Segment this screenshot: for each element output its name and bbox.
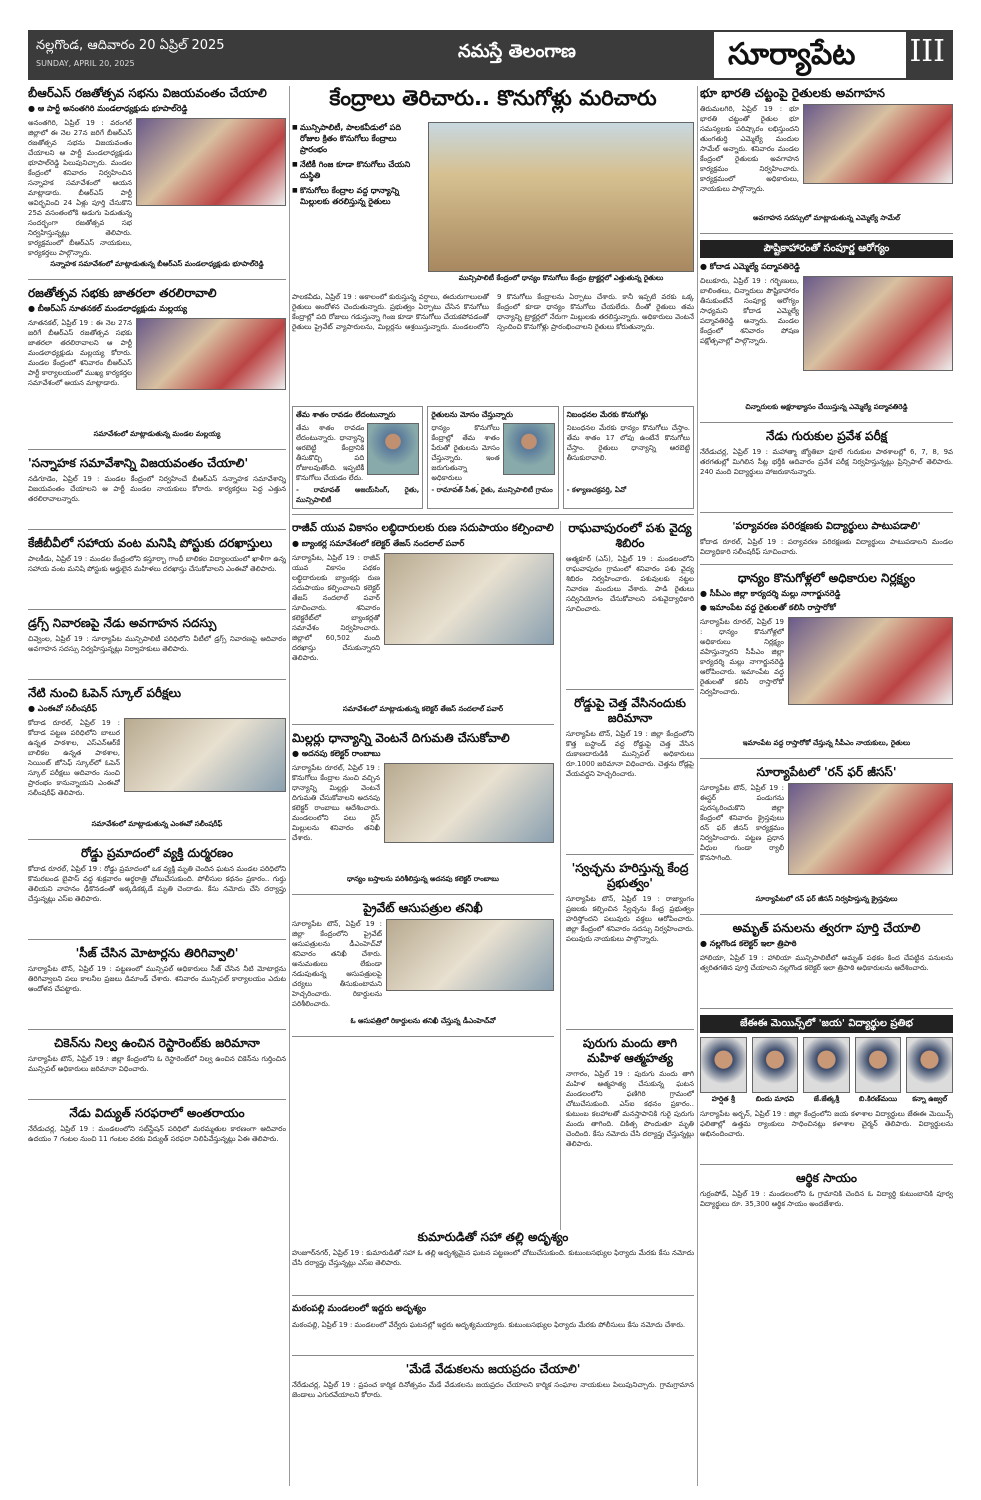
subhead: ● సీపీఎం జిల్లా కార్యదర్శి మల్లు నాగార్జునరెడ్డి: [700, 589, 841, 598]
article: [700, 921, 953, 1009]
photo: [136, 318, 286, 390]
student-name: హర్షిత శ్రీ: [711, 1095, 735, 1103]
headline: రోడ్డుపై చెత్త వేసినందుకు జరిమానా: [574, 696, 686, 725]
quote-body: తేమ శాతం రావడం లేదంటున్నారు. ధాన్యాన్ని ఆరబెట్టి కేంద్రానికి తీసుకొచ్చి పది రోజులవుతోంది. ఇప్పటికీ కొనుగోలు చేయడం లేదు.: [296, 424, 365, 482]
article: [566, 521, 694, 690]
column-left: [28, 86, 286, 1165]
article: [700, 519, 953, 565]
photo: [124, 718, 286, 792]
headline: కేజీబీవీలో సహాయ వంట మనిషి పోస్టుకు దరఖాస్తులు: [28, 536, 273, 550]
photo-caption: సన్నాహక సమావేశంలో మాట్లాడుతున్న బీఆర్ఎస్ మండలాధ్యక్షుడు భూపాల్‌రెడ్డి: [50, 260, 264, 268]
photo-caption: సమావేశంలో మాట్లాడుతున్న మండల మల్లయ్య: [93, 430, 221, 438]
portrait-photo: [367, 423, 419, 475]
headline: ఆర్థిక సాయం: [795, 1171, 858, 1185]
article-body: సూర్యాపేట టౌన్, ఏప్రిల్ 19 : పట్టణంలో మున్సిపల్ అధికారులు సీజ్ చేసిన నీటి మోటార్లను తిరిగివ్వాలని పలు కాలనీల ప్రజలు డిమాండ్ చేశారు. శనివారం మున్సిపల్ కార్యాలయం ఎదుట ఆందోళన చేపట్టారు.: [28, 965, 286, 993]
photo: [803, 104, 953, 184]
article: [28, 1106, 286, 1159]
article: [28, 616, 286, 680]
center-right-subcolumn: [560, 521, 694, 1230]
headline: సూర్యాపేటలో 'రన్ ఫర్ జీసస్': [756, 765, 897, 779]
student-photo: [906, 1037, 953, 1093]
portrait-photo: [503, 423, 555, 475]
headline: రాఘవాపురంలో పశు వైద్య శిబిరం: [568, 521, 692, 550]
student-card: [803, 1037, 850, 1105]
article: [700, 571, 953, 759]
student-photo: [700, 1037, 747, 1093]
quote-headline: రైతులను మోసం చేస్తున్నారు: [431, 410, 513, 419]
article: [700, 429, 953, 513]
article-body: కోదాడ రూరల్, ఏప్రిల్ 19 : రోడ్డు ప్రమాదంలో ఒక వ్యక్తి మృతి చెందిన ఘటన మండల పరిధిలోని కొమరబండ బైపాస్ వద్ద శుక్రవారం అర్ధరాత్రి చోటుచేసుకుంది. పోలీసుల కథనం ప్రకారం.. గుర్తు తెలియని వాహనం ఢీకొనడంతో అక్కడికక్కడే మృతి చెందాడు. కేసు నమోదు చేసి దర్యాప్తు చేస్తున్నట్లు ఎస్ఐ తెలిపారు.: [28, 865, 286, 903]
student-name: జే.జేత్కశ్రీ: [813, 1095, 840, 1103]
subhead: ● ఆ పార్టీ అనంతగిరి మండలాధ్యక్షుడు భూపాల్‌రెడ్డి: [28, 104, 188, 113]
article: [28, 946, 286, 1030]
column-center: [292, 86, 694, 1431]
student-card: [700, 1037, 747, 1105]
article-body: నేరేడుచర్ల, ఏప్రిల్ 19 : ప్రపంచ కార్మిక దినోత్సవం మేడే వేడుకలను జయప్రదం చేయాలని కార్మిక సంఘాల నాయకులు పిలుపునిచ్చారు. గ్రామగ్రామాన జెండాలు ఎగురవేయాలని కోరారు.: [292, 1381, 694, 1399]
article: [28, 456, 286, 530]
article: [566, 1036, 694, 1224]
article-body: సూర్యాపేట టౌన్, ఏప్రిల్ 19 : ఈస్టర్ పండుగను పురస్కరించుకొని జిల్లా కేంద్రంలో శనివారం క్రైస్తవులు రన్ ఫర్ జీసస్ కార్యక్రమం నిర్వహించారు. పట్టణ ప్రధాన వీధుల గుండా ర్యాలీ కొనసాగింది.: [700, 784, 784, 862]
headline: కుమారుడితో సహా తల్లి అదృశ్యం: [417, 1230, 569, 1244]
article-body: ఆత్మకూర్ (ఎస్), ఏప్రిల్ 19 : మండలంలోని రాఘవాపురం గ్రామంలో శనివారం పశు వైద్య శిబిరం నిర్వహించారు. పశువులకు నట్టల నివారణ మందులు వేశారు. పాడి రైతులు సద్వినియోగం చేసుకోవాలని పశువైద్యాధికారి సూచించారు.: [566, 555, 694, 613]
article-body: సూర్యాపేట రూరల్, ఏప్రిల్ 19 : ధాన్యం కొనుగోళ్లలో అధికారులు నిర్లక్ష్యం వహిస్తున్నారని సీపీఎం జిల్లా కార్యదర్శి మల్లు నాగార్జునరెడ్డి ఆరోపించారు. ఇమాంపేట వద్ద రైతులతో కలిసి రాస్తారోకో నిర్వహించారు.: [700, 618, 784, 696]
student-photo: [752, 1037, 799, 1093]
article: [28, 1036, 286, 1100]
article: [292, 521, 554, 725]
article: [28, 686, 286, 840]
headline: అమృత్ పనులను త్వరగా పూర్తి చేయాలి: [732, 921, 921, 935]
photo: [384, 553, 554, 645]
edition-title-box: [712, 30, 908, 80]
article-body: అనంతగిరి, ఏప్రిల్ 19 : వరంగల్ జిల్లాలో ఈ నెల 27న జరిగే బీఆర్ఎస్ రజతోత్సవ సభను విజయవంతం చేయాలని ఆ పార్టీ మండలాధ్యక్షుడు భూపాల్‌రెడ్డి పిలుపునిచ్చారు. మండల కేంద్రంలో శనివారం నిర్వహించిన సన్నాహక సమావేశంలో ఆయన మాట్లాడారు. బీఆర్ఎస్ పార్టీ ఆవిర్భవించి 24 ఏళ్లు పూర్తి చేసుకొని 25వ వసంతంలోకి అడుగు పెడుతున్న సందర్భంగా రజతోత్సవ సభ నిర్వహిస్తున్నట్లు తెలిపారు. కార్యక్రమంలో బీఆర్ఎస్ నాయకులు, కార్యకర్తలు పాల్గొన్నారు.: [28, 119, 132, 257]
article: [700, 240, 953, 423]
lead-headline: కేంద్రాలు తెరిచారు.. కొనుగోళ్లు మరిచారు: [329, 86, 657, 110]
headline: 'సీజ్ చేసిన మోటార్లను తిరిగివ్వాలి': [75, 946, 239, 960]
article: [28, 286, 286, 450]
article-body: మఠంపల్లి, ఏప్రిల్ 19 : మండలంలో వేర్వేరు ఘటనల్లో ఇద్దరు అదృశ్యమయ్యారు. కుటుంబసభ్యుల ఫిర్యాదు మేరకు పోలీసులు కేసు నమోదు చేశారు.: [292, 1321, 686, 1329]
article-body: సూర్యాపేట టౌన్, ఏప్రిల్ 19 : జిల్లా కేంద్రంలోని ప్రైవేట్ ఆసుపత్రులను డీఎంహెచ్‌వో శనివారం తనిఖీ చేశారు. అనుమతులు లేకుండా నడుపుతున్న ఆసుపత్రులపై చర్యలు తీసుకుంటామని హెచ్చరించారు. రికార్డులను పరిశీలించారు.: [292, 920, 382, 1008]
article-body: పాలకీడు, ఏప్రిల్ 19 : మండల కేంద్రంలోని కస్తూర్బా గాంధీ బాలికల విద్యాలయంలో ఖాళీగా ఉన్న సహాయ వంట మనిషి పోస్టుకు అర్హులైన మహిళలు దరఖాస్తు చేసుకోవాలని ఎంఈవో తెలిపారు.: [28, 555, 286, 573]
article-body: సూర్యాపేట అర్బన్, ఏప్రిల్ 19 : జిల్లా కేంద్రంలోని జయ కళాశాల విద్యార్థులు జేఈఈ మెయిన్స్ ఫలితాల్లో ఉత్తమ ర్యాంకులు సాధించినట్లు కళాశాల చైర్మన్ తెలిపారు. విద్యార్థులను అభినందించారు.: [700, 1110, 953, 1138]
lead-photo: [428, 122, 694, 272]
photo-caption: అవగాహన సదస్సులో మాట్లాడుతున్న ఎమ్మెల్యే సామేల్: [753, 214, 900, 222]
article: [700, 1171, 953, 1224]
headline: 'సన్నాహక సమావేశాన్ని విజయవంతం చేయాలి': [28, 456, 249, 470]
photo: [803, 276, 953, 371]
article: [292, 1362, 694, 1425]
photo: [788, 617, 953, 705]
article: [292, 1230, 694, 1296]
quote-body: ధాన్యం కొనుగోలు కేంద్రాల్లో తేమ శాతం పేరుతో రైతులను మోసం చేస్తున్నారు. ఇంత జరుగుతున్నా అధికారులు: [431, 424, 500, 482]
headline: బీఆర్ఎస్ రజతోత్సవ సభను విజయవంతం చేయాలి: [28, 86, 267, 100]
headline: నేడు గురుకుల ప్రవేశ పరీక్ష: [766, 429, 887, 443]
lead-article: [292, 86, 694, 515]
headline: మఠంపల్లి మండలంలో ఇద్దరు అదృశ్యం: [292, 1304, 427, 1314]
subhead: ● అదనపు కలెక్టర్ రాంబాబు: [292, 749, 381, 758]
article: [292, 1302, 694, 1356]
student-photo: [803, 1037, 850, 1093]
headline: డ్రగ్స్ నివారణపై నేడు అవగాహన సదస్సు: [28, 616, 217, 630]
photo-caption: చిన్నారులకు అక్షరాభ్యాసం చేయిస్తున్న ఎమ్మెల్యే పద్మావతిరెడ్డి: [745, 403, 908, 411]
article-body: సూర్యాపేట, ఏప్రిల్ 19 : రాజీవ్ యువ వికాసం పథకం లబ్ధిదారులకు బ్యాంకర్లు రుణ సదుపాయం కల్పించాలని కలెక్టర్ తేజస్ నందలాల్ పవార్ సూచించారు. శనివారం కలెక్టరేట్‌లో బ్యాంకర్లతో సమావేశం నిర్వహించారు. జిల్లాలో 60,502 మంది దరఖాస్తు చేసుకున్నారని తెలిపారు.: [292, 554, 380, 662]
article-body: సూర్యాపేట టౌన్, ఏప్రిల్ 19 : రాజ్యాంగం ప్రజలకు కల్పించిన స్వేచ్ఛను కేంద్ర ప్రభుత్వం హరిస్తోందని పలువురు వక్తలు ఆరోపించారు. జిల్లా కేంద్రంలో శనివారం సదస్సు నిర్వహించారు. పలువురు నాయకులు పాల్గొన్నారు.: [566, 895, 694, 943]
article: [28, 846, 286, 940]
article-body: సూర్యాపేట టౌన్, ఏప్రిల్ 19 : జిల్లా కేంద్రంలోని కొత్త బస్టాండ్ వద్ద రోడ్డుపై చెత్త వేసిన దుకాణదారుడికి మున్సిపల్ అధికారులు రూ.1000 జరిమానా విధించారు. చెత్తను రోడ్లపై వేయవద్దని హెచ్చరించారు.: [566, 730, 694, 778]
article: [700, 765, 953, 915]
headline: ప్రైవేట్ ఆసుపత్రుల తనిఖీ: [363, 901, 483, 915]
photo-caption: ధాన్యం బస్తాలను పరిశీలిస్తున్న అదనపు కలెక్టర్ రాంబాబు: [347, 875, 499, 883]
article-body: సూర్యాపేట రూరల్, ఏప్రిల్ 19 : కొనుగోలు కేంద్రాల నుంచి వచ్చిన ధాన్యాన్ని మిల్లర్లు వెంటనే దిగుమతి చేసుకోవాలని అదనపు కలెక్టర్ రాంబాబు ఆదేశించారు. మండలంలోని పలు రైస్ మిల్లులను శనివారం తనిఖీ చేశారు.: [292, 764, 380, 842]
quote-box: [563, 406, 694, 509]
headline: పురుగు మందు తాగి మహిళ ఆత్మహత్య: [582, 1036, 678, 1065]
bullet-item: ■ నేటికీ గింజ కూడా కొనుగోలు చేయని దుస్థితి: [292, 159, 422, 181]
column-divider: [289, 86, 290, 1486]
headline: రజతోత్సవ సభకు జాతరలా తరలిరావాలి: [28, 286, 217, 300]
headline: నేటి నుంచి ఓపెన్ స్కూల్ పరీక్షలు: [28, 686, 182, 700]
article-body: నడిగూడెం, ఏప్రిల్ 19 : మండల కేంద్రంలో నిర్వహించే బీఆర్ఎస్ సన్నాహక సమావేశాన్ని విజయవంతం చేయాలని ఆ పార్టీ మండల నాయకులు కోరారు. కార్యకర్తలు పెద్ద ఎత్తున తరలిరావాలన్నారు.: [28, 475, 286, 503]
article-body: హాలియా, ఏప్రిల్ 19 : హాలియా మున్సిపాలిటీలో అమృత్ పథకం కింద చేపట్టిన పనులను త్వరితగతిన పూర్తి చేయాలని నల్లగొండ కలెక్టర్ ఇలా త్రిపాఠి అధికారులను ఆదేశించారు.: [700, 954, 953, 972]
masthead-date: [36, 38, 225, 68]
photo-caption: సూర్యాపేటలో రన్ ఫర్ జీసస్ నిర్వహిస్తున్న క్రైస్తవులు: [755, 895, 898, 903]
article: [566, 861, 694, 1030]
article: [700, 1015, 953, 1165]
headline: 'మేడే వేడుకలను జయప్రదం చేయాలి': [405, 1362, 581, 1376]
article: [292, 731, 554, 895]
student-photos: [700, 1037, 953, 1105]
section-banner: జేఈఈ మెయిన్స్‌లో 'జయ' విద్యార్థుల ప్రతిభ: [700, 1015, 953, 1033]
student-card: [855, 1037, 902, 1105]
quote-attribution: - రామావత్ అజయ్‌సింగ్, రైతు, మున్సిపాలిటీ: [296, 486, 420, 504]
column-right: [700, 86, 953, 1230]
date-english: SUNDAY, APRIL 20, 2025: [36, 59, 135, 68]
quote-headline: నిబంధనల మేరకు కొనుగోళ్లు: [566, 410, 648, 419]
subhead: ● బీఆర్ఎస్ నూతనకల్ మండలాధ్యక్షుడు మల్లయ్య: [28, 304, 188, 313]
masthead: [28, 30, 953, 80]
headline: రాజీవ్ యువ వికాసం లబ్ధిదారులకు రుణ సదుపాయం కల్పించాలి: [292, 522, 554, 534]
headline: రోడ్డు ప్రమాదంలో వ్యక్తి దుర్మరణం: [80, 846, 234, 860]
section-banner: పౌష్టికాహారంతో సంపూర్ణ ఆరోగ్యం: [700, 240, 953, 258]
headline: 'పర్యావరణ పరిరక్షణకు విద్యార్థులు పాటుపడాలి': [732, 521, 921, 532]
article-body: గుర్రంపోడ్, ఏప్రిల్ 19 : మండలంలోని ఓ గ్రామానికి చెందిన ఓ విద్యార్థి కుటుంబానికి పూర్వ విద్యార్థులు రూ. 35,300 ఆర్థిక సాయం అందజేశారు.: [700, 1190, 953, 1208]
student-name: బి.కిరణ్‌మయి: [859, 1095, 898, 1103]
paper-name: నమస్తే తెలంగాణ: [458, 41, 576, 62]
article: [28, 536, 286, 610]
photo: [384, 763, 554, 843]
headline: చికెన్‌ను నిల్వ ఉంచిన రెస్టారెంట్‌కు జరిమానా: [54, 1036, 260, 1050]
article-body: హుజూర్‌నగర్, ఏప్రిల్ 19 : కుమారుడితో సహా ఓ తల్లి అదృశ్యమైన ఘటన పట్టణంలో చోటుచేసుకుంది. కుటుంబసభ్యుల ఫిర్యాదు మేరకు కేసు నమోదు చేసి దర్యాప్తు చేస్తున్నట్లు ఎస్ఐ తెలిపారు.: [292, 1249, 694, 1267]
subhead: ● నల్లగొండ కలెక్టర్ ఇలా త్రిపాఠి: [700, 939, 797, 948]
article: [28, 86, 286, 280]
page-number: III: [909, 34, 945, 69]
bullet-item: ■ కొనుగోలు కేంద్రాల వద్ద ధాన్యాన్ని మిల్లులకు తరలిస్తున్న రైతులు: [292, 185, 422, 207]
student-name: కన్నా ఉజ్వల్: [912, 1095, 948, 1103]
subhead: ● ఇమాంపేట వద్ద రైతులతో కలిసి రాస్తారోకో: [700, 603, 836, 612]
headline: భూ భారతి చట్టంపై రైతులకు అవగాహన: [700, 86, 885, 100]
article-body: నూతనకల్, ఏప్రిల్ 19 : ఈ నెల 27న జరిగే బీఆర్ఎస్ రజతోత్సవ సభకు జాతరలా తరలిరావాలని ఆ పార్టీ మండలాధ్యక్షుడు మల్లయ్య కోరారు. మండల కేంద్రంలో శనివారం బీఆర్ఎస్ పార్టీ కార్యాలయంలో ముఖ్య కార్యకర్తల సమావేశంలో ఆయన మాట్లాడారు.: [28, 319, 132, 387]
article: [292, 901, 554, 1037]
headline: ధాన్యం కొనుగోళ్లలో అధికారుల నిర్లక్ష్యం: [737, 571, 916, 585]
date-telugu: నల్లగొండ, ఆదివారం 20 ఏప్రిల్ 2025: [36, 38, 225, 53]
photo-caption: సమావేశంలో మాట్లాడుతున్న కలెక్టర్ తేజస్ నందలాల్ పవార్: [342, 705, 504, 713]
article-body: చిలుకూరు, ఏప్రిల్ 19 : గర్భిణులు, బాలింతలు, చిన్నారులు పౌష్టికాహారం తీసుకుంటేనే సంపూర్ణ ఆరోగ్యం సాధ్యమని కోదాడ ఎమ్మెల్యే పద్మావతిరెడ్డి అన్నారు. మండల కేంద్రంలో శనివారం పోషణ పక్షోత్సవాల్లో పాల్గొన్నారు.: [700, 277, 799, 345]
lead-bullets: [292, 122, 422, 288]
article: [566, 696, 694, 855]
headline: మిల్లర్లు ధాన్యాన్ని వెంటనే దిగుమతి చేసుకోవాలి: [292, 731, 510, 745]
student-card: [906, 1037, 953, 1105]
quote-box: [292, 406, 423, 509]
article-body: తిరుమలగిరి, ఏప్రిల్ 19 : భూ భారతి చట్టంతో రైతుల భూ సమస్యలకు పరిష్కారం లభిస్తుందని తుంగతుర్తి ఎమ్మెల్యే మందుల సామేల్ అన్నారు. శనివారం మండల కేంద్రంలో రైతులకు అవగాహన కార్యక్రమం నిర్వహించారు. కార్యక్రమంలో అధికారులు, నాయకులు పాల్గొన్నారు.: [700, 105, 799, 193]
subhead: ● ఎంఈవో సలీంషరీఫ్: [28, 704, 98, 713]
photo: [386, 919, 554, 991]
photo: [136, 118, 286, 206]
headline: నేడు విద్యుత్ సరఫరాలో అంతరాయం: [69, 1106, 245, 1120]
quote-attribution: - కళ్యాణచక్రవర్తి, ఏవో: [566, 486, 627, 494]
student-card: [752, 1037, 799, 1105]
quote-attribution: - రామావత్ సీత, రైతు, మున్సిపాలిటీ గ్రామం: [431, 486, 553, 494]
photo-caption: ఓ ఆసుపత్రిలో రికార్డులను తనిఖీ చేస్తున్న డీఎంహెచ్‌వో: [350, 1017, 496, 1025]
column-divider: [697, 86, 698, 1486]
subhead: ● బ్యాంకర్ల సమావేశంలో కలెక్టర్ తేజస్ నందలాల్ పవార్: [292, 539, 465, 548]
photo: [788, 783, 953, 875]
photo-caption: ఇమాంపేట వద్ద రాస్తారోకో చేస్తున్న సీపీఎం నాయకులు, రైతులు: [742, 739, 911, 747]
article-body: పాలకవీడు, ఏప్రిల్ 19 : అకాలంలో కురుస్తున్న వర్షాలు, ఈదురుగాలులతో రైతులు ఆందోళన చెందుతున్నారు. ప్రభుత్వం ఏర్పాటు చేసిన కొనుగోలు కేంద్రాల్లో పది రోజులు గడుస్తున్నా గింజ కూడా కొనుగోలు చేయకపోవడంతో రైతులు ప్రైవేట్ వ్యాపారులను, మిల్లర్లను ఆశ్రయిస్తున్నారు. మండలంలోని 9 కొనుగోలు కేంద్రాలను ఏర్పాటు చేశారు. కానీ ఇప్పటి వరకు ఒక్క కేంద్రంలో కూడా ధాన్యం కొనుగోలు చేయలేదు. దీంతో రైతులు తమ ధాన్యాన్ని ట్రాక్టర్లలో నేరుగా మిల్లులకు తరలిస్తున్నారు. అధికారులు వెంటనే స్పందించి కొనుగోళ్లు ప్రారంభించాలని రైతులు కోరుతున్నారు.: [292, 293, 694, 331]
article-body: సూర్యాపేట టౌన్, ఏప్రిల్ 19 : జిల్లా కేంద్రంలోని ఓ రెస్టారెంట్‌లో నిల్వ ఉంచిన చికెన్‌ను గుర్తించిన మున్సిపల్ అధికారులు జరిమానా విధించారు.: [28, 1055, 286, 1073]
photo-caption: మున్సిపాలిటీ కేంద్రంలో ధాన్యం కొనుగోలు కేంద్రం ట్రాక్టర్లలో ఎత్తుతున్న రైతులు: [458, 274, 664, 282]
edition-title: సూర్యాపేట: [728, 37, 856, 72]
article-body: కోదాడ రూరల్, ఏప్రిల్ 19 : పర్యావరణ పరిరక్షణకు విద్యార్థులు పాటుపడాలని మండల విద్యాధికారి సలీంషరీఫ్ సూచించారు.: [700, 538, 953, 556]
article-body: నాగారం, ఏప్రిల్ 19 : పురుగు మందు తాగి మహిళ ఆత్మహత్య చేసుకున్న ఘటన మండలంలోని ఫణిగిరి గ్రామంలో చోటుచేసుకుంది. ఎస్ఐ కథనం ప్రకారం.. కుటుంబ కలహాలతో మనస్తాపానికి గురై పురుగు మందు తాగింది. చికిత్స పొందుతూ మృతి చెందింది. కేసు నమోదు చేసి దర్యాప్తు చేస్తున్నట్లు తెలిపారు.: [566, 1070, 694, 1148]
quote-body: నిబంధనల మేరకు ధాన్యం కొనుగోలు చేస్తాం. తేమ శాతం 17 లోపు ఉంటేనే కొనుగోలు చేస్తాం. రైతులు ధాన్యాన్ని ఆరబెట్టి తీసుకురావాలి.: [566, 424, 690, 462]
subhead: ● కోదాడ ఎమ్మెల్యే పద్మావతిరెడ్డి: [700, 262, 800, 271]
quote-headline: తేమ శాతం రావడం లేదంటున్నారు: [296, 410, 396, 419]
article-body: చివ్వెంల, ఏప్రిల్ 19 : సూర్యాపేట మున్సిపాలిటీ పరిధిలోని వీటీలో డ్రగ్స్ నివారణపై ఆదివారం అవగాహన సదస్సు నిర్వహిస్తున్నట్లు నిర్వాహకులు తెలిపారు.: [28, 635, 286, 653]
student-photo: [855, 1037, 902, 1093]
center-subcolumn: [292, 521, 554, 1230]
article-body: నేరేడుచర్ల, ఏప్రిల్ 19 : మండలంలోని సబ్‌స్టేషన్ పరిధిలో మరమ్మతుల కారణంగా ఆదివారం ఉదయం 7 గంటల నుంచి 11 గంటల వరకు విద్యుత్ సరఫరా నిలిపివేస్తున్నట్లు ఏఈ తెలిపారు.: [28, 1125, 286, 1143]
headline: 'స్వచ్ఛను హరిస్తున్న కేంద్ర ప్రభుత్వం': [571, 861, 689, 890]
article-body: కోదాడ రూరల్, ఏప్రిల్ 19 : కోదాడ పట్టణ పరిధిలోని బాలుర ఉన్నత పాఠశాల, ఎస్ఎన్ఆర్‌కే బాలికల ఉన్నత పాఠశాల, సెయింట్ జోసెఫ్ స్కూల్‌లో ఓపెన్ స్కూల్ పరీక్షలు ఆదివారం నుంచి ప్రారంభం కానున్నాయని ఎంఈవో సలీంషరీఫ్ తెలిపారు.: [28, 719, 120, 797]
student-name: బిందు మాధవి: [755, 1095, 795, 1103]
quote-box: [427, 406, 558, 509]
bullet-item: ■ మున్సిపాలిటీ, పాలకవీడులో పది రోజుల క్రితం కొనుగోలు కేంద్రాలు ప్రారంభం: [292, 122, 422, 155]
article-body: నేరేడుచర్ల, ఏప్రిల్ 19 : మహాత్మా జ్యోతిబా ఫూలే గురుకుల పాఠశాలల్లో 6, 7, 8, 9వ తరగతుల్లో మిగిలిన సీట్ల భర్తీకి ఆదివారం ప్రవేశ పరీక్ష నిర్వహిస్తున్నట్లు ప్రిన్సిపాల్ తెలిపారు. 240 మంది విద్యార్థులు హాజరుకానున్నారు.: [700, 448, 953, 476]
photo-caption: సమావేశంలో మాట్లాడుతున్న ఎంఈవో సలీంషరీఫ్: [91, 820, 223, 828]
article: [700, 86, 953, 234]
